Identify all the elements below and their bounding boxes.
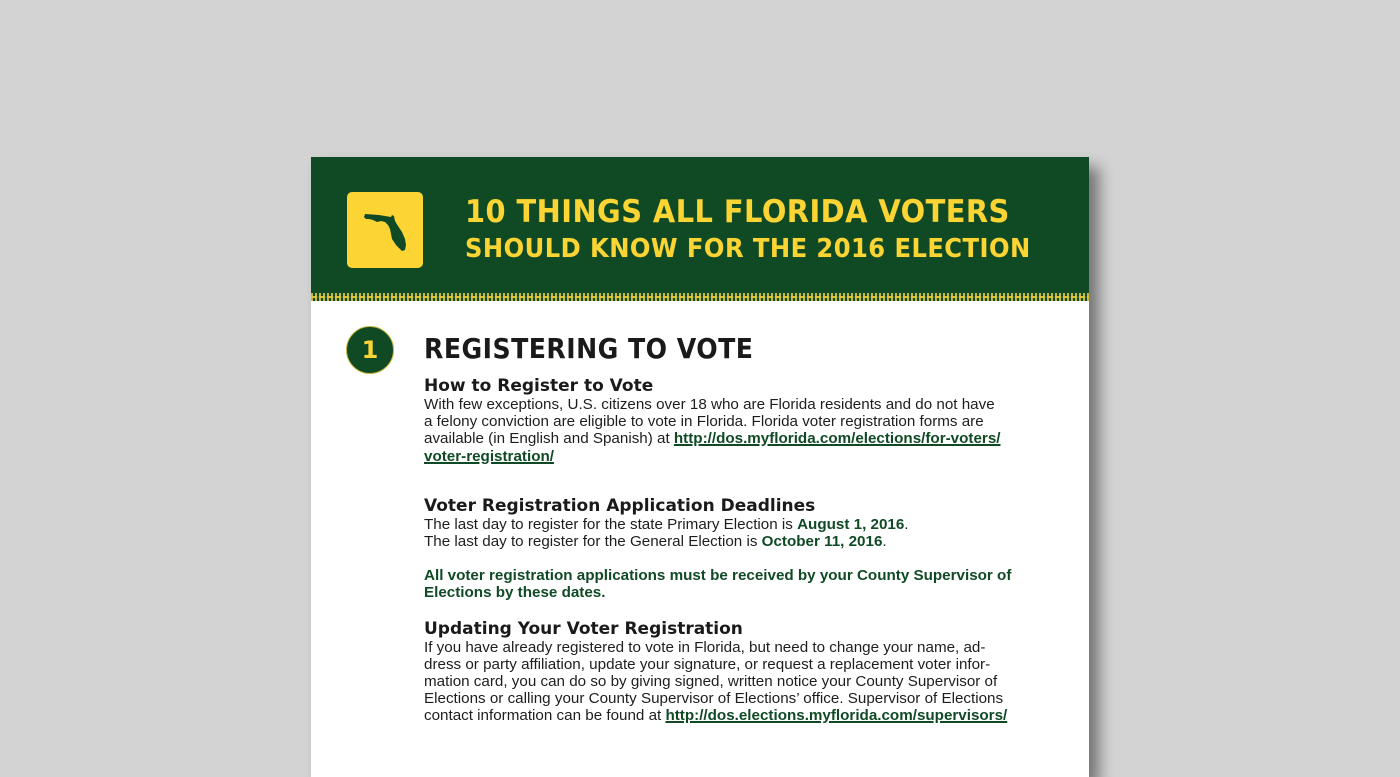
body-text-span: available (in English and Spanish) at: [424, 430, 674, 448]
subheading-deadlines: Voter Registration Application Deadlines: [424, 495, 816, 516]
body-text: [424, 430, 1064, 447]
body-text: dress or party affiliation, update your signature, or request a replacement voter infor-: [424, 655, 991, 673]
page-header: [311, 157, 1089, 293]
period: .: [904, 515, 909, 533]
body-text: mation card, you can do so by giving signed, written notice your County Supervisor of: [424, 673, 998, 691]
deadline-text: The last day to register for the state Primary Election is: [424, 515, 798, 533]
body-text: With few exceptions, U.S. citizens over 18 who are Florida residents and do not have: [424, 396, 995, 413]
how-to-register-block: [424, 376, 1064, 465]
document-page: [311, 157, 1089, 777]
deadlines-block: [424, 496, 1064, 602]
body-text: [424, 707, 1064, 724]
voter-registration-link-cont[interactable]: voter-registration/: [424, 447, 554, 465]
primary-date: August 1, 2016: [797, 515, 905, 533]
subheading-updating: Updating Your Voter Registration: [424, 618, 743, 639]
page-title: [465, 193, 1073, 267]
body-text: a felony conviction are eligible to vote in Florida. Florida voter registration forms are: [424, 413, 984, 431]
deadline-notice: All voter registration applications must be received by your County Supervisor of: [424, 567, 1012, 585]
florida-state-icon: [363, 212, 409, 252]
title-line-1: 10 THINGS ALL FLORIDA VOTERS: [465, 194, 1010, 230]
general-deadline: [424, 533, 1064, 550]
header-divider-stripe: [311, 293, 1089, 301]
primary-deadline: [424, 516, 1064, 533]
section-title: REGISTERING TO VOTE: [424, 332, 754, 365]
section-content: [424, 374, 1064, 742]
body-text: If you have already registered to vote in Florida, but need to change your name, ad-: [424, 638, 986, 656]
title-line-2: SHOULD KNOW FOR THE 2016 ELECTION: [465, 234, 1031, 264]
body-text: Elections or calling your County Supervisor of Elections’ office. Supervisor of Elections: [424, 690, 1004, 708]
subheading-how-to-register: How to Register to Vote: [424, 376, 654, 396]
voter-registration-link[interactable]: http://dos.myflorida.com/elections/for-voters/: [673, 430, 1001, 448]
section-number-badge: 1: [346, 326, 394, 374]
general-date: October 11, 2016: [761, 533, 883, 551]
body-text-span: contact information can be found at: [424, 707, 666, 725]
deadline-notice: Elections by these dates.: [424, 584, 606, 602]
period: .: [882, 533, 887, 551]
deadline-text: The last day to register for the General Election is: [424, 533, 762, 551]
florida-icon-box: [347, 192, 423, 268]
supervisors-link[interactable]: http://dos.elections.myflorida.com/supervisors/: [665, 707, 1008, 725]
body-text: [424, 448, 1064, 465]
updating-registration-block: [424, 619, 1064, 725]
